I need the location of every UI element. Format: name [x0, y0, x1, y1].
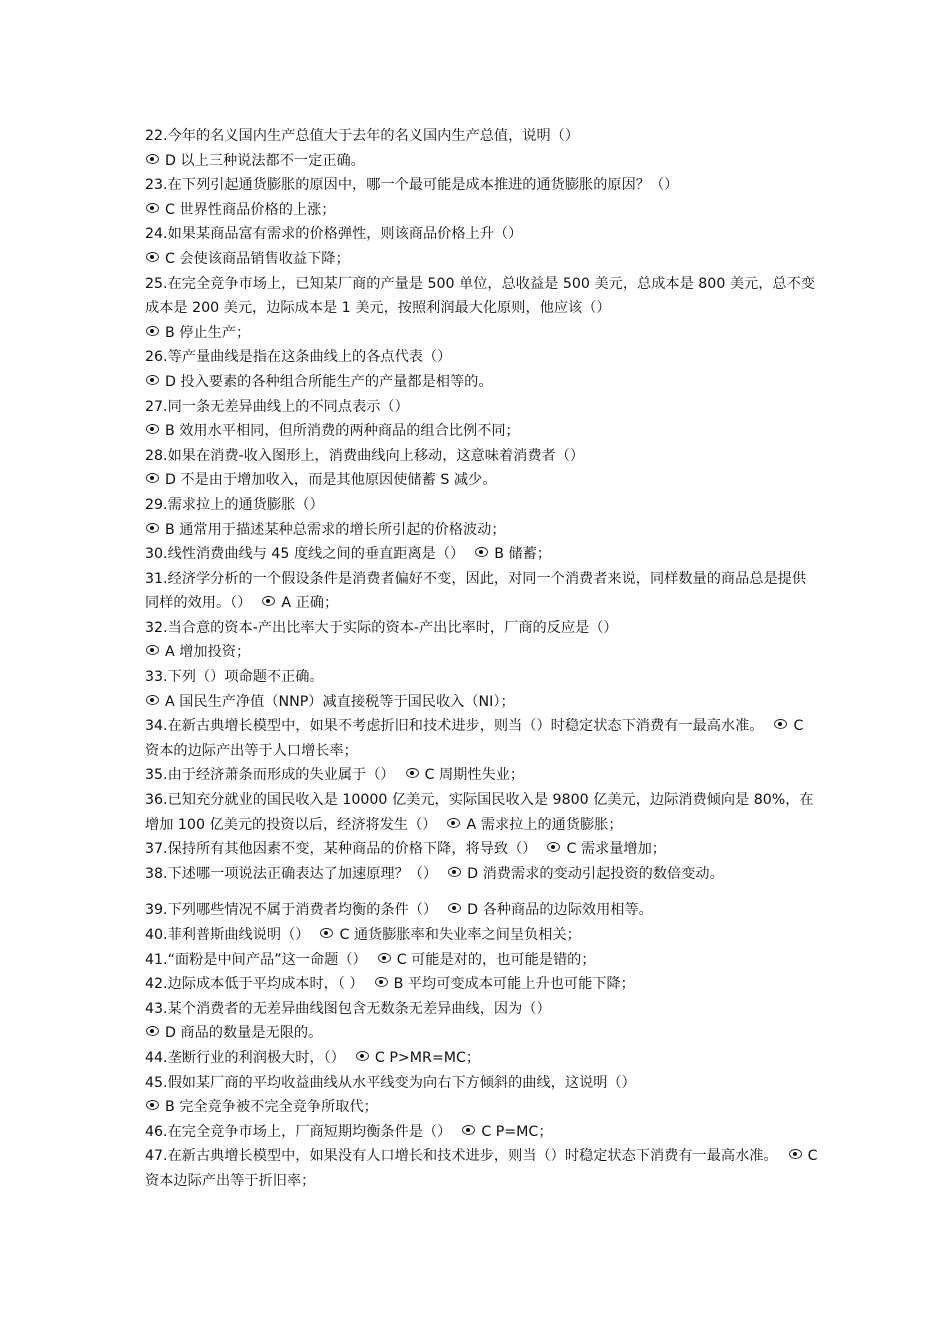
- radio-selected-icon[interactable]: [475, 547, 488, 557]
- question-text: 32.当合意的资本-产出比率大于实际的资本-产出比率时，厂商的反应是（）: [145, 619, 618, 636]
- question-text: 43.某个消费者的无差异曲线图包含无数条无差异曲线，因为（）: [145, 1000, 551, 1017]
- question-text: 25.在完全竞争市场上，已知某厂商的产量是 500 单位，总收益是 500 美元，总成本是 800 美元，总不变成本是 200 美元，边际成本是 1 美元，按照利润最大化原则，他应该（）: [145, 275, 815, 317]
- answer-text: D 消费需求的变动引起投资的数倍变动。: [467, 865, 724, 882]
- radio-selected-icon[interactable]: [320, 928, 333, 938]
- question-text: 33.下列（）项命题不正确。: [145, 669, 324, 686]
- question-item: [145, 898, 820, 923]
- question-text: 44.垄断行业的利润极大时，（）: [145, 1049, 345, 1066]
- answer-text: B 完全竞争被不完全竞争所取代；: [165, 1099, 378, 1116]
- question-item: [145, 1144, 820, 1193]
- answer-text: C 资本的边际产出等于人口增长率；: [145, 718, 804, 759]
- radio-selected-icon[interactable]: [146, 252, 159, 262]
- question-text: 42.边际成本低于平均成本时，（ ）: [145, 976, 364, 993]
- question-text: 31.经济学分析的一个假设条件是消费者偏好不变，因此，对同一个消费者来说，同样数量的商品总是提供同样的效用。（）: [145, 570, 807, 612]
- answer-text: B 平均可变成本可能上升也可能下降；: [393, 976, 635, 993]
- answer-text: B 通常用于描述某种总需求的增长所引起的价格波动；: [165, 521, 506, 538]
- question-text: 29.需求拉上的通货膨胀（）: [145, 496, 324, 513]
- radio-selected-icon[interactable]: [146, 473, 159, 483]
- question-item: [145, 714, 820, 763]
- answer-text: B 停止生产；: [165, 324, 251, 341]
- radio-selected-icon[interactable]: [447, 818, 460, 828]
- question-text: 40.菲利普斯曲线说明（）: [145, 927, 310, 943]
- answer-line: [145, 690, 820, 715]
- radio-selected-icon[interactable]: [406, 768, 419, 778]
- answer-line: [145, 518, 820, 543]
- answer-text: A 国民生产净值（NNP）减直接税等于国民收入（NI）；: [165, 693, 515, 710]
- question-item: [145, 444, 820, 469]
- question-text: 38.下述哪一项说法正确表达了加速原理？（）: [145, 865, 438, 882]
- question-item: [145, 1120, 820, 1145]
- answer-line: [145, 321, 820, 346]
- answer-text: A 正确；: [281, 595, 339, 612]
- question-item: [145, 395, 820, 420]
- question-item: [145, 542, 820, 567]
- radio-selected-icon[interactable]: [146, 645, 159, 655]
- document-body: [145, 124, 820, 1194]
- question-item: [145, 345, 820, 370]
- question-text: 28.如果在消费-收入图形上，消费曲线向上移动，这意味着消费者（）: [145, 447, 585, 464]
- answer-text: C 会使该商品销售收益下降；: [165, 250, 350, 267]
- answer-line: [145, 198, 820, 223]
- question-text: 26.等产量曲线是指在这条曲线上的各点代表（）: [145, 349, 452, 366]
- answer-line: [145, 149, 820, 174]
- answer-text: C P=MC；: [481, 1123, 553, 1140]
- question-text: 39.下列哪些情况不属于消费者均衡的条件（）: [145, 902, 438, 919]
- radio-selected-icon[interactable]: [356, 1051, 369, 1061]
- radio-selected-icon[interactable]: [146, 375, 159, 385]
- radio-selected-icon[interactable]: [462, 1125, 475, 1135]
- answer-text: D 投入要素的各种组合所能生产的产量都是相等的。: [165, 373, 493, 390]
- answer-text: D 以上三种说法都不一定正确。: [165, 152, 365, 169]
- answer-text: C 周期性失业；: [424, 767, 525, 784]
- radio-selected-icon[interactable]: [146, 326, 159, 336]
- question-text: 47.在新古典增长模型中，如果没有人口增长和技术进步，则当（）时稳定状态下消费有一最高水准。: [145, 1148, 778, 1165]
- question-text: 30.线性消费曲线与 45 度线之间的垂直距离是（）: [145, 546, 465, 563]
- question-text: 35.由于经济萧条而形成的失业属于（）: [145, 767, 395, 784]
- answer-text: A 需求拉上的通货膨胀；: [466, 816, 623, 833]
- radio-selected-icon[interactable]: [774, 719, 787, 729]
- blank-line: [145, 886, 820, 898]
- question-item: [145, 493, 820, 518]
- radio-selected-icon[interactable]: [262, 596, 275, 606]
- question-item: [145, 923, 820, 948]
- answer-text: C P>MR=MC；: [374, 1049, 481, 1066]
- radio-selected-icon[interactable]: [448, 867, 461, 877]
- question-item: [145, 972, 820, 997]
- question-item: [145, 173, 820, 198]
- answer-line: [145, 468, 820, 493]
- answer-text: B 储蓄；: [494, 546, 552, 563]
- answer-text: D 不是由于增加收入，而是其他原因使储蓄 S 减少。: [165, 472, 497, 489]
- question-item: [145, 788, 820, 837]
- question-item: [145, 948, 820, 973]
- answer-text: B 效用水平相同，但所消费的两种商品的组合比例不同；: [165, 423, 520, 440]
- radio-selected-icon[interactable]: [378, 953, 391, 963]
- answer-text: C 通货膨胀率和失业率之间呈负相关；: [339, 927, 581, 943]
- answer-line: [145, 370, 820, 395]
- radio-selected-icon[interactable]: [146, 1100, 159, 1110]
- answer-text: C 可能是对的，也可能是错的；: [396, 951, 596, 968]
- answer-text: C 资本边际产出等于折旧率；: [145, 1148, 818, 1189]
- question-item: [145, 763, 820, 788]
- answer-line: [145, 419, 820, 444]
- question-text: 46.在完全竞争市场上，厂商短期均衡条件是（）: [145, 1123, 452, 1140]
- question-text: 24.如果某商品富有需求的价格弹性，则该商品价格上升（）: [145, 226, 523, 243]
- answer-line: [145, 1021, 820, 1046]
- question-text: 37.保持所有其他因素不变，某种商品的价格下降，将导致（）: [145, 841, 537, 858]
- question-item: [145, 837, 820, 862]
- radio-selected-icon[interactable]: [375, 977, 388, 987]
- question-item: [145, 272, 820, 321]
- answer-text: D 各种商品的边际效用相等。: [467, 902, 653, 919]
- question-text: 23.在下列引起通货膨胀的原因中，哪一个最可能是成本推进的通货膨胀的原因？（）: [145, 177, 679, 194]
- radio-selected-icon[interactable]: [146, 154, 159, 164]
- question-item: [145, 1071, 820, 1096]
- answer-text: D 商品的数量是无限的。: [165, 1025, 323, 1042]
- question-item: [145, 1046, 820, 1071]
- radio-selected-icon[interactable]: [146, 424, 159, 434]
- question-text: 34.在新古典增长模型中，如果不考虑折旧和技术进步，则当（）时稳定状态下消费有一最高水准。: [145, 718, 764, 735]
- radio-selected-icon[interactable]: [789, 1149, 802, 1159]
- radio-selected-icon[interactable]: [146, 1026, 159, 1036]
- question-text: 36.已知充分就业的国民收入是 10000 亿美元，实际国民收入是 9800 亿美元，边际消费倾向是 80%，在增加 100 亿美元的投资以后，经济将发生（）: [145, 792, 814, 833]
- question-text: 22.今年的名义国内生产总值大于去年的名义国内生产总值，说明（）: [145, 128, 580, 144]
- answer-text: A 增加投资；: [165, 644, 251, 661]
- radio-selected-icon[interactable]: [146, 203, 159, 213]
- question-item: [145, 567, 820, 616]
- question-item: [145, 665, 820, 690]
- answer-line: [145, 640, 820, 665]
- answer-line: [145, 247, 820, 272]
- radio-selected-icon[interactable]: [547, 842, 560, 852]
- radio-selected-icon[interactable]: [146, 523, 159, 533]
- radio-selected-icon[interactable]: [146, 695, 159, 705]
- question-item: [145, 616, 820, 641]
- question-item: [145, 862, 820, 887]
- radio-selected-icon[interactable]: [448, 903, 461, 913]
- question-item: [145, 124, 820, 149]
- answer-text: C 需求量增加；: [566, 841, 666, 858]
- answer-line: [145, 1095, 820, 1120]
- question-text: 45.假如某厂商的平均收益曲线从水平线变为向右下方倾斜的曲线，这说明（）: [145, 1074, 636, 1091]
- question-text: 27.同一条无差异曲线上的不同点表示（）: [145, 398, 409, 415]
- question-item: [145, 997, 820, 1022]
- question-item: [145, 222, 820, 247]
- answer-text: C 世界性商品价格的上涨；: [165, 201, 336, 218]
- question-text: 41.“面粉是中间产品”这一命题（）: [145, 951, 367, 968]
